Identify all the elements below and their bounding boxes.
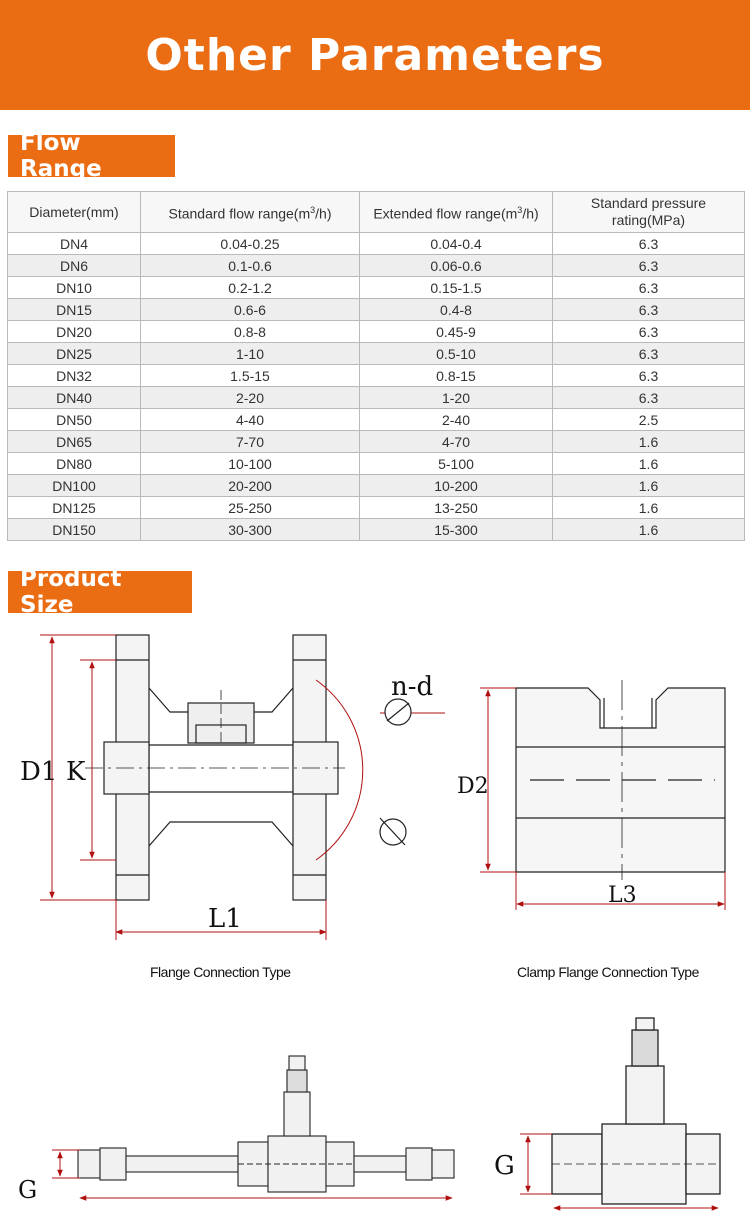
cell-extended-flow: 1-20 bbox=[360, 387, 553, 409]
cell-extended-flow: 0.06-0.6 bbox=[360, 255, 553, 277]
cell-standard-flow: 0.2-1.2 bbox=[141, 277, 360, 299]
caption-flange-connection: Flange Connection Type bbox=[150, 964, 291, 980]
header-extended-flow: Extended flow $range(m^3/h)$ bbox=[360, 192, 553, 233]
cell-standard-flow: 7-70 bbox=[141, 431, 360, 453]
label-D2: D2 bbox=[457, 774, 489, 799]
cell-pressure: 6.3 bbox=[553, 321, 745, 343]
cell-diameter: DN40 bbox=[8, 387, 141, 409]
cell-standard-flow: 1.5-15 bbox=[141, 365, 360, 387]
page-title: Other Parameters bbox=[145, 29, 605, 81]
cell-pressure: 6.3 bbox=[553, 365, 745, 387]
cell-diameter: DN6 bbox=[8, 255, 141, 277]
cell-standard-flow: 25-250 bbox=[141, 497, 360, 519]
cell-standard-flow: 2-20 bbox=[141, 387, 360, 409]
cell-standard-flow: 10-100 bbox=[141, 453, 360, 475]
cell-diameter: DN32 bbox=[8, 365, 141, 387]
cell-standard-flow: 30-300 bbox=[141, 519, 360, 541]
thread-small-drawing bbox=[78, 1056, 454, 1192]
cell-diameter: DN125 bbox=[8, 497, 141, 519]
header-standard-flow: Standard flow $range(m^3/h)$ bbox=[141, 192, 360, 233]
cell-diameter: DN150 bbox=[8, 519, 141, 541]
label-L1: L1 bbox=[208, 904, 242, 934]
cell-pressure: 1.6 bbox=[553, 453, 745, 475]
cell-extended-flow: 0.15-1.5 bbox=[360, 277, 553, 299]
label-G-small: G bbox=[18, 1176, 38, 1204]
cell-diameter: DN10 bbox=[8, 277, 141, 299]
cell-pressure: 6.3 bbox=[553, 233, 745, 255]
cell-diameter: DN25 bbox=[8, 343, 141, 365]
header-pressure-rating: Standard pressure rating(MPa) bbox=[553, 192, 745, 233]
cell-standard-flow: 0.8-8 bbox=[141, 321, 360, 343]
label-L3: L3 bbox=[608, 883, 637, 908]
cell-extended-flow: 13-250 bbox=[360, 497, 553, 519]
cell-diameter: DN80 bbox=[8, 453, 141, 475]
cell-extended-flow: 0.8-15 bbox=[360, 365, 553, 387]
cell-pressure: 2.5 bbox=[553, 409, 745, 431]
label-G-large: G bbox=[494, 1151, 515, 1181]
section-title-flow-range: Flow Range bbox=[8, 135, 175, 177]
cell-diameter: DN20 bbox=[8, 321, 141, 343]
cell-pressure: 6.3 bbox=[553, 387, 745, 409]
label-K: K bbox=[66, 757, 86, 787]
cell-diameter: DN15 bbox=[8, 299, 141, 321]
cell-standard-flow: 1-10 bbox=[141, 343, 360, 365]
cell-pressure: 6.3 bbox=[553, 343, 745, 365]
cell-extended-flow: 0.4-8 bbox=[360, 299, 553, 321]
cell-pressure: 1.6 bbox=[553, 475, 745, 497]
cell-diameter: DN100 bbox=[8, 475, 141, 497]
cell-pressure: 6.3 bbox=[553, 299, 745, 321]
cell-standard-flow: 0.1-0.6 bbox=[141, 255, 360, 277]
cell-extended-flow: 4-70 bbox=[360, 431, 553, 453]
cell-pressure: 6.3 bbox=[553, 255, 745, 277]
cell-standard-flow: 0.6-6 bbox=[141, 299, 360, 321]
cell-pressure: 1.6 bbox=[553, 497, 745, 519]
section-title-product-size: Product Size bbox=[8, 571, 192, 613]
cell-standard-flow: 0.04-0.25 bbox=[141, 233, 360, 255]
cell-pressure: 1.6 bbox=[553, 519, 745, 541]
cell-standard-flow: 20-200 bbox=[141, 475, 360, 497]
cell-extended-flow: 0.04-0.4 bbox=[360, 233, 553, 255]
cell-diameter: DN65 bbox=[8, 431, 141, 453]
cell-extended-flow: 0.5-10 bbox=[360, 343, 553, 365]
cell-extended-flow: 2-40 bbox=[360, 409, 553, 431]
cell-extended-flow: 0.45-9 bbox=[360, 321, 553, 343]
clamp-drawing bbox=[516, 680, 725, 880]
cell-extended-flow: 5-100 bbox=[360, 453, 553, 475]
header-diameter: Diameter(mm) bbox=[8, 192, 141, 233]
thread-large-drawing bbox=[552, 1018, 720, 1204]
cell-pressure: 6.3 bbox=[553, 277, 745, 299]
cell-diameter: DN50 bbox=[8, 409, 141, 431]
label-D1: D1 bbox=[20, 757, 58, 787]
flange-drawing bbox=[85, 635, 345, 900]
cell-diameter: DN4 bbox=[8, 233, 141, 255]
label-n-d: n-d bbox=[391, 672, 434, 702]
cell-standard-flow: 4-40 bbox=[141, 409, 360, 431]
cell-extended-flow: 10-200 bbox=[360, 475, 553, 497]
caption-clamp-flange-connection: Clamp Flange Connection Type bbox=[517, 964, 699, 980]
cell-extended-flow: 15-300 bbox=[360, 519, 553, 541]
cell-pressure: 1.6 bbox=[553, 431, 745, 453]
